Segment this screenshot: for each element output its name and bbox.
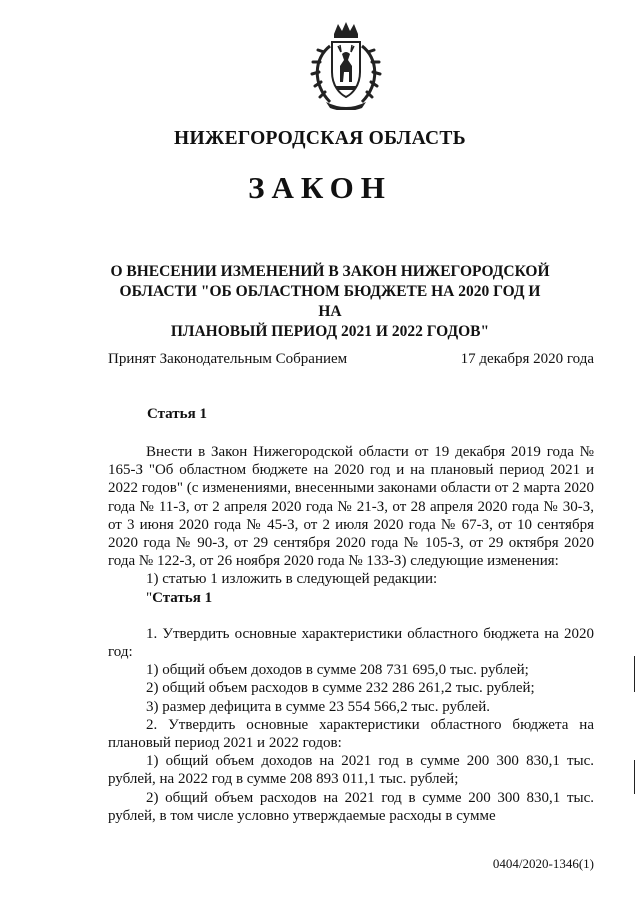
article-body — [108, 443, 594, 825]
article-intro: Внести в Закон Нижегородской области от 19 декабря 2019 года № 165-З "Об областном бюджете на 2020 год и на плановый период 2021 и 2022 годов" (с изменениями, внесенными законами области от 2 марта 2020 года № 11-З, от 2 апреля 2020 года № 21-З, от 28 апреля 2020 года № 30-З, от 3 июня 2020 года № 45-З, от 2 июля 2020 года № 67-З, от 10 сентября 2020 года № 90-З, от 29 сентября 2020 года № 105-З, от 29 октября 2020 года № 122-З, от 26 ноября 2020 года № 133-З) следующие изменения: — [108, 444, 594, 570]
list-item: 2) общий объем расходов на 2021 год в сумме 200 300 830,1 тыс. рублей, в том числе условно утверждаемые расходы в сумме — [108, 789, 594, 824]
paragraph-2: 2. Утвердить основные характеристики областного бюджета на плановый период 2021 и 2022 годов: — [108, 716, 594, 752]
law-title-line: О ВНЕСЕНИИ ИЗМЕНЕНИЙ В ЗАКОН НИЖЕГОРОДСКОЙ — [110, 263, 550, 280]
scan-edge-mark — [634, 760, 635, 794]
law-title — [110, 262, 550, 342]
quoted-article-heading — [108, 589, 594, 607]
list-item: 3) размер дефицита в сумме 23 554 566,2 тыс. рублей. — [146, 698, 490, 715]
list-item: 1) общий объем доходов на 2021 год в сумме 200 300 830,1 тыс. рублей, на 2022 год в сумме 208 893 011,1 тыс. рублей; — [108, 753, 594, 788]
paragraph-1: 1. Утвердить основные характеристики областного бюджета на 2020 год: — [108, 625, 594, 661]
list-item: 1) общий объем доходов в сумме 208 731 695,0 тыс. рублей; — [146, 662, 529, 679]
article-heading: Статья 1 — [147, 406, 207, 422]
adopted-by: Принят Законодательным Собранием — [108, 351, 348, 367]
adoption-date: 17 декабря 2020 года — [460, 351, 594, 367]
scan-edge-mark — [634, 656, 635, 692]
document-code: 0404/2020-1346(1) — [492, 856, 594, 871]
coat-of-arms-icon — [308, 22, 384, 110]
region-name: НИЖЕГОРОДСКАЯ ОБЛАСТЬ — [174, 128, 466, 149]
list-item: 2) общий объем расходов в сумме 232 286 261,2 тыс. рублей; — [146, 680, 535, 697]
law-title-line: ОБЛАСТИ "ОБ ОБЛАСТНОМ БЮДЖЕТЕ НА 2020 ГОД И НА — [119, 283, 541, 320]
list-item: 1) статью 1 изложить в следующей редакции: — [146, 571, 438, 588]
quoted-heading-text: Статья 1 — [152, 589, 213, 606]
law-title-line: ПЛАНОВЫЙ ПЕРИОД 2021 И 2022 ГОДОВ" — [170, 323, 490, 340]
adoption-line — [108, 351, 594, 368]
quote-mark: " — [146, 589, 153, 606]
document-type: ЗАКОН — [248, 170, 392, 205]
